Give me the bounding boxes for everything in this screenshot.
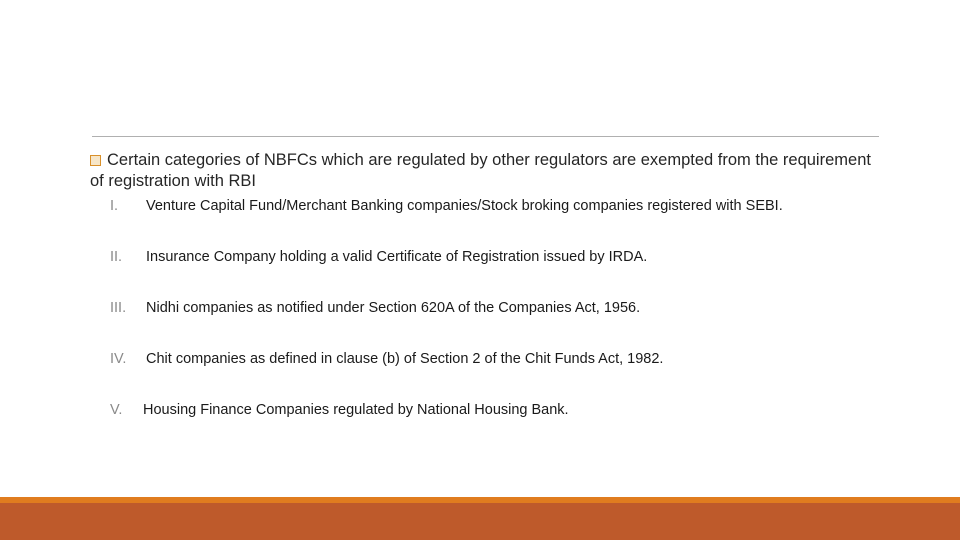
slide-heading: [90, 150, 880, 192]
list-item-number: V.: [110, 402, 123, 418]
heading-text: Certain categories of NBFCs which are regulated by other regulators are exempted from the requirement of registration with RBI: [90, 151, 871, 190]
footer-band: [0, 503, 960, 540]
list-item-text: Insurance Company holding a valid Certificate of Registration issued by IRDA.: [146, 249, 648, 265]
divider-line: [92, 136, 879, 137]
list-item-number: IV.: [110, 351, 127, 367]
list-item: [110, 401, 569, 419]
list-item-text: Venture Capital Fund/Merchant Banking companies/Stock broking companies registered with SEBI.: [146, 198, 783, 214]
list-item: [110, 197, 783, 215]
list-item: [110, 299, 640, 317]
list-item-text: Nidhi companies as notified under Section 620A of the Companies Act, 1956.: [146, 300, 641, 316]
list-item-text: Chit companies as defined in clause (b) of Section 2 of the Chit Funds Act, 1982.: [146, 351, 664, 367]
list-item-number: III.: [110, 300, 127, 316]
list-item: [110, 350, 663, 368]
list-item-text: Housing Finance Companies regulated by National Housing Bank.: [143, 402, 569, 418]
checkbox-bullet-icon: [90, 155, 101, 166]
list-item-number: I.: [110, 198, 119, 214]
list-item: [110, 248, 647, 266]
list-item-number: II.: [110, 249, 123, 265]
